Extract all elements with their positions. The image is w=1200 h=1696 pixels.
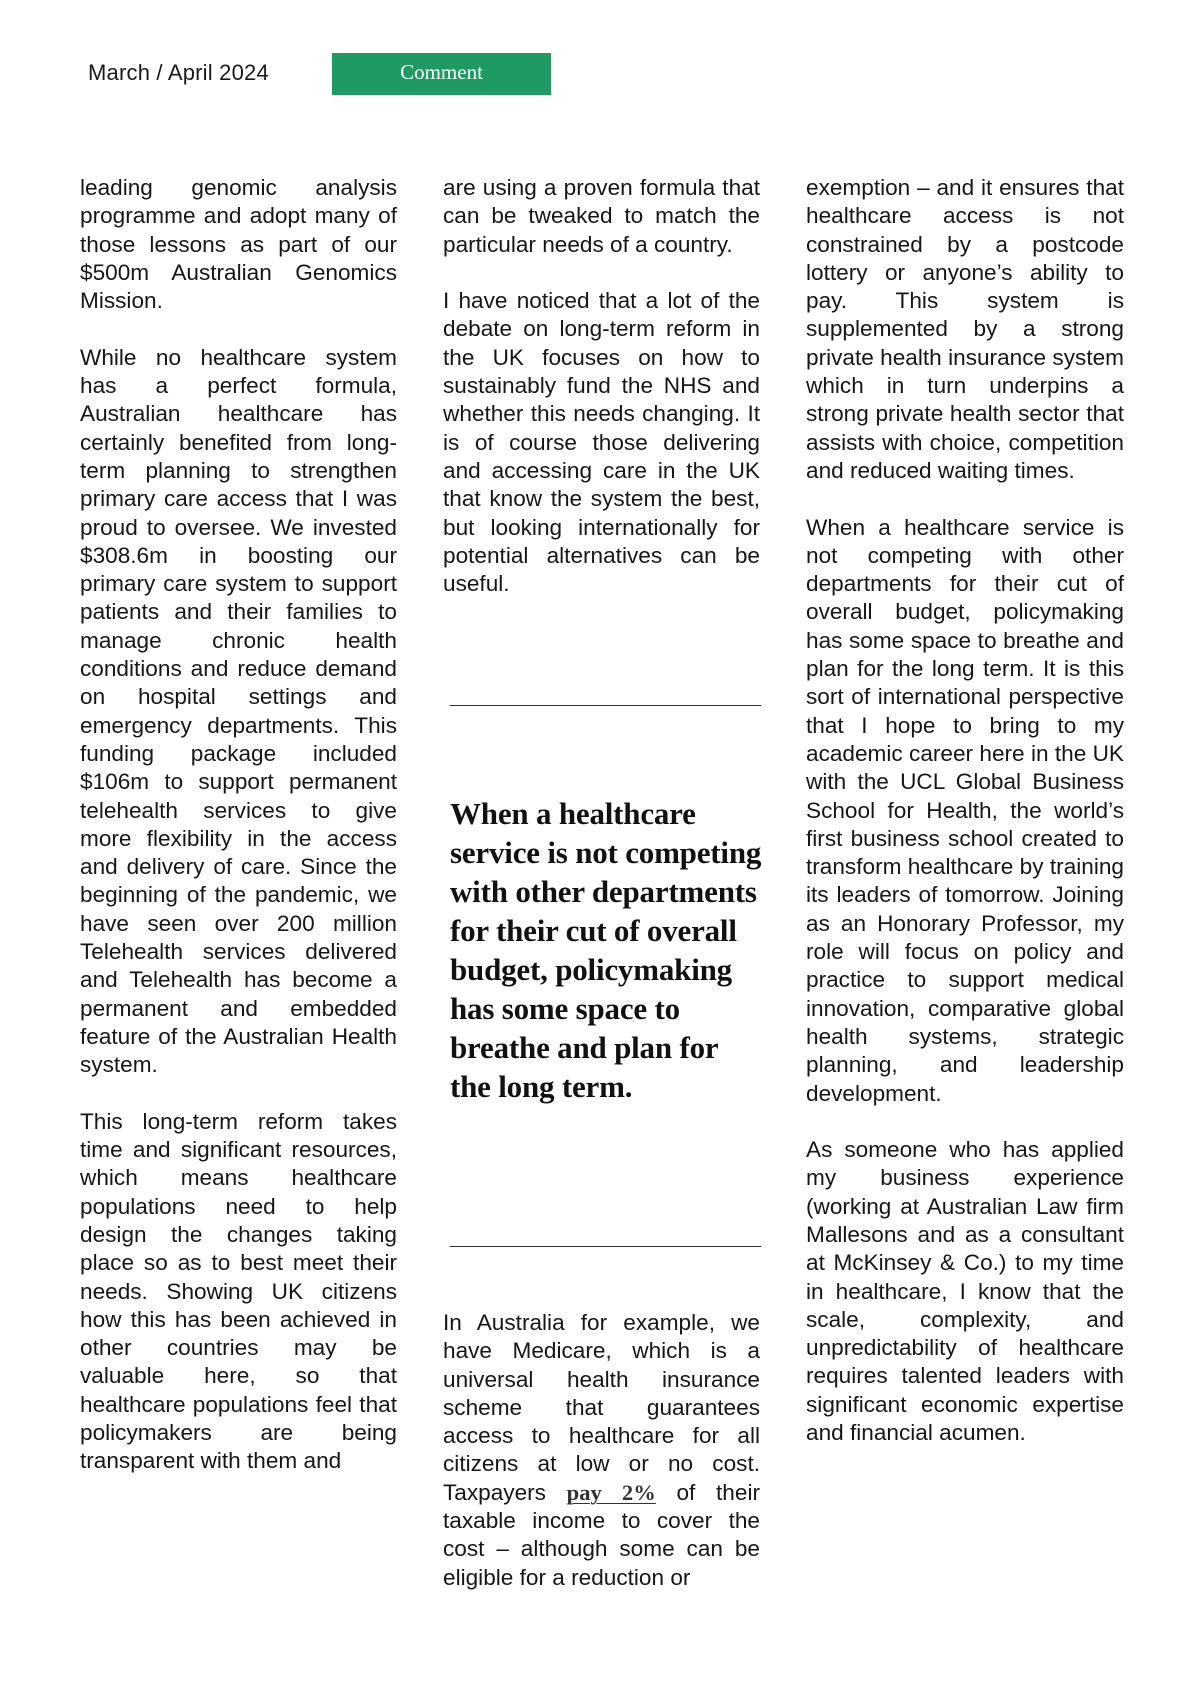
section-tag: Comment <box>332 53 551 95</box>
body-paragraph-medicare <box>443 1309 760 1592</box>
pull-quote-divider-bottom <box>450 1246 761 1247</box>
body-paragraph: exemption – and it ensures that healthcare access is not constrained by a postcode lottery or anyone’s ability to pay. This system is supplemented by a strong private health insurance system which in turn underpins a strong private health sector that assists with choice, competition and reduced waiting times. <box>806 175 1124 483</box>
issue-date: March / April 2024 <box>88 60 269 85</box>
paragraph-text-after-link: of their taxable income to cover the cost – although some can be eligible for a reduction or <box>443 1479 760 1590</box>
body-paragraph: leading genomic analysis programme and adopt many of those lessons as part of our $500m Australian Genomics Mission. <box>80 175 397 314</box>
article-column-3 <box>806 174 1124 1447</box>
pull-quote: When a healthcare service is not competing with other departments for their cut of overall budget, policymaking has some space to breathe and plan for the long term. <box>450 796 762 1104</box>
article-column-2 <box>443 174 760 598</box>
body-paragraph: While no healthcare system has a perfect formula, Australian healthcare has certainly benefited from long-term planning to strengthen primary care access that I was proud to oversee. We invested $308.6m in boosting our primary care system to support patients and their families to manage chronic health conditions and reduce demand on hospital settings and emergency departments. This funding package included $106m to support permanent telehealth services to give more flexibility in the access and delivery of care. Since the beginning of the pandemic, we have seen over 200 million Telehealth services delivered and Telehealth has become a permanent and embedded feature of the Australian Health system. <box>80 344 397 1078</box>
body-paragraph: As someone who has applied my business experience (working at Australian Law firm Mallesons and as a consultant at McKinsey & Co.) to my time in healthcare, I know that the scale, complexity, and unpredictability of healthcare requires talented leaders with significant economic expertise and financial acumen. <box>806 1137 1124 1446</box>
pull-quote-divider-top <box>450 705 761 706</box>
body-paragraph: are using a proven formula that can be tweaked to match the particular needs of a country. <box>443 175 760 257</box>
body-paragraph: This long-term reform takes time and significant resources, which means healthcare populations need to help design the changes taking place so as to best meet their needs. Showing UK citizens how this has been achieved in other countries may be valuable here, so that healthcare populations feel that policymakers are being transparent with them and <box>80 1108 397 1474</box>
paragraph-text-before-link: In Australia for example, we have Medicare, which is a universal health insurance scheme that guarantees access to healthcare for all citizens at low or no cost. Taxpayers <box>443 1310 760 1505</box>
article-column-1 <box>80 174 397 1476</box>
body-paragraph: When a healthcare service is not competing with other departments for their cut of overall budget, policymaking has some space to breathe and plan for the long term. It is this sort of international perspective that I hope to bring to my academic career here in the UK with the UCL Global Business School for Health, the world’s first business school created to transform healthcare by training its leaders of tomorrow. Joining as an Honorary Professor, my role will focus on policy and practice to support medical innovation, comparative global health systems, strategic planning, and leadership development. <box>806 514 1124 1106</box>
body-paragraph: I have noticed that a lot of the debate on long-term reform in the UK focuses on how to sustainably fund the NHS and whether this needs changing. It is of course those delivering and accessing care in the UK that know the system the best, but looking internationally for potential alternatives can be useful. <box>443 288 760 597</box>
pay-2-percent-link[interactable]: pay 2% <box>566 1479 656 1505</box>
